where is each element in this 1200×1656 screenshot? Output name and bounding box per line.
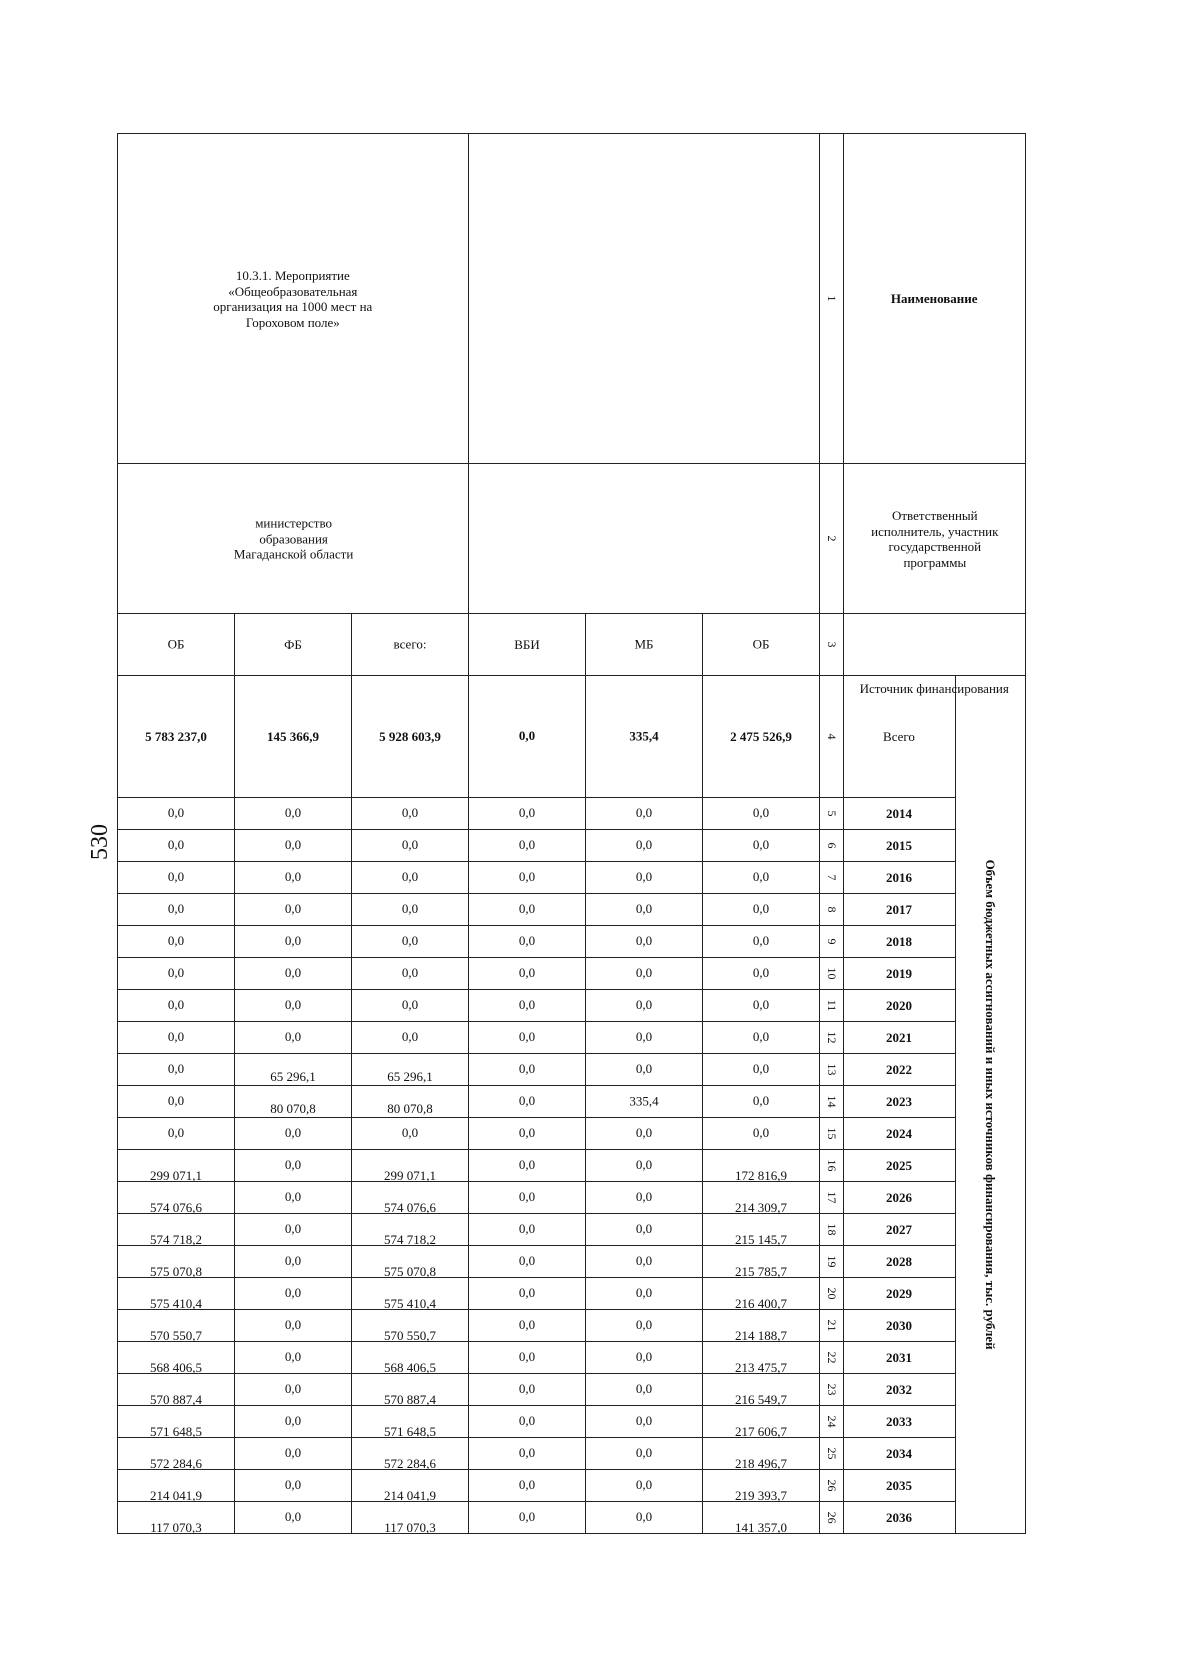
value-cell: 214 041,9 [118,1470,235,1502]
value-cell: 571 648,5 [118,1406,235,1438]
value-cell: 0,0 [235,1278,352,1310]
value-cell: 0,0 [469,1118,586,1150]
value-cell: 0,0 [235,1342,352,1374]
value-cell: 0,0 [352,894,469,926]
value-cell: 0,0 [352,958,469,990]
value-cell: 0,0 [235,1182,352,1214]
value-cell: 0,0 [352,1118,469,1150]
value-cell: 214 041,9 [352,1470,469,1502]
column-index: 20 [820,1278,844,1310]
header-year: 2028 [844,1246,956,1278]
header-year: 2033 [844,1406,956,1438]
source-cell: ОБ [118,614,235,676]
value-cell: 0,0 [703,990,820,1022]
column-index: 1 [820,134,844,464]
header-year: 2026 [844,1182,956,1214]
value-cell: 0,0 [235,798,352,830]
value-cell: 0,0 [469,1214,586,1246]
column-index: 2 [820,464,844,614]
header-year: 2022 [844,1054,956,1086]
column-index: 12 [820,1022,844,1054]
value-cell: 0,0 [469,1310,586,1342]
value-cell: 0,0 [586,1470,703,1502]
value-cell: 0,0 [469,894,586,926]
value-cell: 0,0 [469,1246,586,1278]
column-index: 26 [820,1470,844,1502]
value-cell: 570 887,4 [352,1374,469,1406]
value-cell: 0,0 [586,990,703,1022]
value-cell: 0,0 [703,862,820,894]
value-cell: 0,0 [235,830,352,862]
value-cell: 570 550,7 [352,1310,469,1342]
column-index: 7 [820,862,844,894]
header-year: 2029 [844,1278,956,1310]
column-index: 11 [820,990,844,1022]
value-cell: 0,0 [352,830,469,862]
value-cell: 172 816,9 [703,1150,820,1182]
value-cell: 0,0 [118,958,235,990]
value-cell: 0,0 [118,894,235,926]
value-cell: 0,0 [469,1150,586,1182]
value-cell: 0,0 [586,1278,703,1310]
value-cell: 0,0 [469,990,586,1022]
column-index: 6 [820,830,844,862]
value-cell: 0,0 [469,862,586,894]
value-cell: 0,0 [352,798,469,830]
value-cell: 0,0 [586,1310,703,1342]
value-cell: 574 076,6 [118,1182,235,1214]
header-volume: Объем бюджетных ассигнований и иных источников финансирования, тыс. рублей [956,676,1026,1534]
value-cell: 117 070,3 [118,1502,235,1534]
value-cell: 0,0 [703,1022,820,1054]
value-cell: 0,0 [586,830,703,862]
budget-table-rotated [118,133,1026,1533]
column-index: 13 [820,1054,844,1086]
value-cell: 0,0 [235,1310,352,1342]
column-index: 17 [820,1182,844,1214]
value-cell: 0,0 [586,1406,703,1438]
header-year: 2015 [844,830,956,862]
value-cell: 0,0 [586,1246,703,1278]
value-cell: 0,0 [235,990,352,1022]
page-number: 530 [87,824,113,860]
value-cell: 0,0 [703,926,820,958]
value-cell: 575 410,4 [118,1278,235,1310]
value-cell: 570 550,7 [118,1310,235,1342]
value-cell: 0,0 [703,1054,820,1086]
column-index: 23 [820,1374,844,1406]
header-executor: Ответственный исполнитель, участник государственной программы [844,464,1026,614]
total-cell: 335,4 [586,676,703,798]
column-index: 4 [820,676,844,798]
table-row [703,134,820,1534]
value-cell: 574 076,6 [352,1182,469,1214]
value-cell: 0,0 [469,1342,586,1374]
value-cell: 572 284,6 [352,1438,469,1470]
value-cell: 0,0 [118,1054,235,1086]
header-year: 2027 [844,1214,956,1246]
value-cell: 0,0 [703,830,820,862]
column-index: 19 [820,1246,844,1278]
header-name: Наименование [844,134,1026,464]
header-year: 2014 [844,798,956,830]
value-cell: 299 071,1 [118,1150,235,1182]
value-cell: 570 887,4 [118,1374,235,1406]
value-cell: 0,0 [469,926,586,958]
column-index: 3 [820,614,844,676]
source-cell: МБ [586,614,703,676]
value-cell: 574 718,2 [118,1214,235,1246]
measure-name: 10.3.1. Мероприятие «Общеобразовательная организация на 1000 мест на Гороховом поле» [118,134,469,464]
value-cell: 0,0 [586,798,703,830]
value-cell: 0,0 [586,1054,703,1086]
column-index: 21 [820,1310,844,1342]
value-cell: 575 070,8 [352,1246,469,1278]
value-cell: 214 188,7 [703,1310,820,1342]
value-cell: 0,0 [586,894,703,926]
column-index: 26 [820,1502,844,1534]
value-cell: 0,0 [235,894,352,926]
value-cell: 0,0 [586,926,703,958]
header-source: Источник финансирования [844,614,1026,676]
header-year: 2035 [844,1470,956,1502]
value-cell: 215 785,7 [703,1246,820,1278]
value-cell: 0,0 [352,1022,469,1054]
value-cell: 0,0 [235,1502,352,1534]
value-cell: 299 071,1 [352,1150,469,1182]
value-cell: 0,0 [235,1470,352,1502]
value-cell: 117 070,3 [352,1502,469,1534]
measure-executor: министерство образования Магаданской области [118,464,469,614]
value-cell: 0,0 [469,1438,586,1470]
value-cell: 0,0 [235,926,352,958]
value-cell: 0,0 [469,1502,586,1534]
column-index: 25 [820,1438,844,1470]
value-cell: 0,0 [235,1246,352,1278]
value-cell: 214 309,7 [703,1182,820,1214]
value-cell: 80 070,8 [352,1086,469,1118]
value-cell: 219 393,7 [703,1470,820,1502]
value-cell: 0,0 [586,1342,703,1374]
value-cell: 0,0 [586,1374,703,1406]
total-cell: 2 475 526,9 [703,676,820,798]
header-year: 2017 [844,894,956,926]
value-cell: 0,0 [118,1118,235,1150]
value-cell: 0,0 [469,1278,586,1310]
value-cell: 335,4 [586,1086,703,1118]
column-index: 16 [820,1150,844,1182]
value-cell: 0,0 [586,1118,703,1150]
value-cell: 0,0 [235,958,352,990]
header-total: Всего [844,676,956,798]
header-year: 2036 [844,1502,956,1534]
value-cell: 215 145,7 [703,1214,820,1246]
value-cell: 0,0 [586,1182,703,1214]
value-cell: 0,0 [586,1150,703,1182]
executor-cell-empty [469,464,820,614]
value-cell: 0,0 [469,1086,586,1118]
value-cell: 575 410,4 [352,1278,469,1310]
value-cell: 571 648,5 [352,1406,469,1438]
column-index: 24 [820,1406,844,1438]
value-cell: 0,0 [235,1374,352,1406]
budget-table [117,133,1026,1534]
value-cell: 0,0 [235,1118,352,1150]
value-cell: 574 718,2 [352,1214,469,1246]
header-year: 2019 [844,958,956,990]
value-cell: 0,0 [235,862,352,894]
source-cell: ОБ [703,614,820,676]
value-cell: 0,0 [703,798,820,830]
header-year: 2032 [844,1374,956,1406]
value-cell: 0,0 [118,830,235,862]
value-cell: 0,0 [586,958,703,990]
total-cell: 5 928 603,9 [352,676,469,798]
value-cell: 0,0 [235,1438,352,1470]
header-year: 2024 [844,1118,956,1150]
value-cell: 0,0 [118,1086,235,1118]
value-cell: 0,0 [469,1406,586,1438]
value-cell: 0,0 [703,1118,820,1150]
value-cell: 0,0 [469,1022,586,1054]
header-row-main [956,134,1026,1534]
column-index: 14 [820,1086,844,1118]
header-year: 2020 [844,990,956,1022]
header-year: 2023 [844,1086,956,1118]
value-cell: 0,0 [586,1438,703,1470]
value-cell: 0,0 [586,1022,703,1054]
header-year: 2018 [844,926,956,958]
column-index: 5 [820,798,844,830]
header-year: 2025 [844,1150,956,1182]
column-index: 22 [820,1342,844,1374]
source-cell: всего: [352,614,469,676]
value-cell: 0,0 [352,862,469,894]
value-cell: 0,0 [469,958,586,990]
source-cell: ВБИ [469,614,586,676]
value-cell: 0,0 [469,1470,586,1502]
value-cell: 0,0 [118,926,235,958]
header-year: 2034 [844,1438,956,1470]
value-cell: 0,0 [235,1150,352,1182]
header-year: 2021 [844,1022,956,1054]
value-cell: 0,0 [118,862,235,894]
value-cell: 0,0 [586,1214,703,1246]
value-cell: 213 475,7 [703,1342,820,1374]
value-cell: 0,0 [469,1054,586,1086]
column-index: 15 [820,1118,844,1150]
value-cell: 0,0 [118,798,235,830]
value-cell: 0,0 [703,1086,820,1118]
value-cell: 0,0 [352,990,469,1022]
value-cell: 0,0 [586,862,703,894]
header-row-indices [820,134,844,1534]
table-row [352,134,469,1534]
total-cell: 145 366,9 [235,676,352,798]
value-cell: 568 406,5 [352,1342,469,1374]
source-cell: ФБ [235,614,352,676]
column-index: 10 [820,958,844,990]
value-cell: 65 296,1 [235,1054,352,1086]
value-cell: 0,0 [469,1182,586,1214]
value-cell: 572 284,6 [118,1438,235,1470]
value-cell: 216 400,7 [703,1278,820,1310]
value-cell: 575 070,8 [118,1246,235,1278]
name-cell-empty [469,134,820,464]
value-cell: 0,0 [118,1022,235,1054]
value-cell: 0,0 [235,1406,352,1438]
header-year: 2016 [844,862,956,894]
value-cell: 0,0 [469,1374,586,1406]
value-cell: 0,0 [586,1502,703,1534]
value-cell: 141 357,0 [703,1502,820,1534]
value-cell: 0,0 [352,926,469,958]
value-cell: 80 070,8 [235,1086,352,1118]
value-cell: 0,0 [703,958,820,990]
value-cell: 0,0 [235,1022,352,1054]
value-cell: 0,0 [469,830,586,862]
value-cell: 0,0 [703,894,820,926]
total-cell: 0,0 [469,676,586,798]
value-cell: 65 296,1 [352,1054,469,1086]
header-year: 2030 [844,1310,956,1342]
column-index: 18 [820,1214,844,1246]
value-cell: 218 496,7 [703,1438,820,1470]
value-cell: 217 606,7 [703,1406,820,1438]
value-cell: 0,0 [118,990,235,1022]
value-cell: 216 549,7 [703,1374,820,1406]
total-cell: 5 783 237,0 [118,676,235,798]
value-cell: 0,0 [469,798,586,830]
value-cell: 568 406,5 [118,1342,235,1374]
column-index: 9 [820,926,844,958]
value-cell: 0,0 [235,1214,352,1246]
header-year: 2031 [844,1342,956,1374]
column-index: 8 [820,894,844,926]
